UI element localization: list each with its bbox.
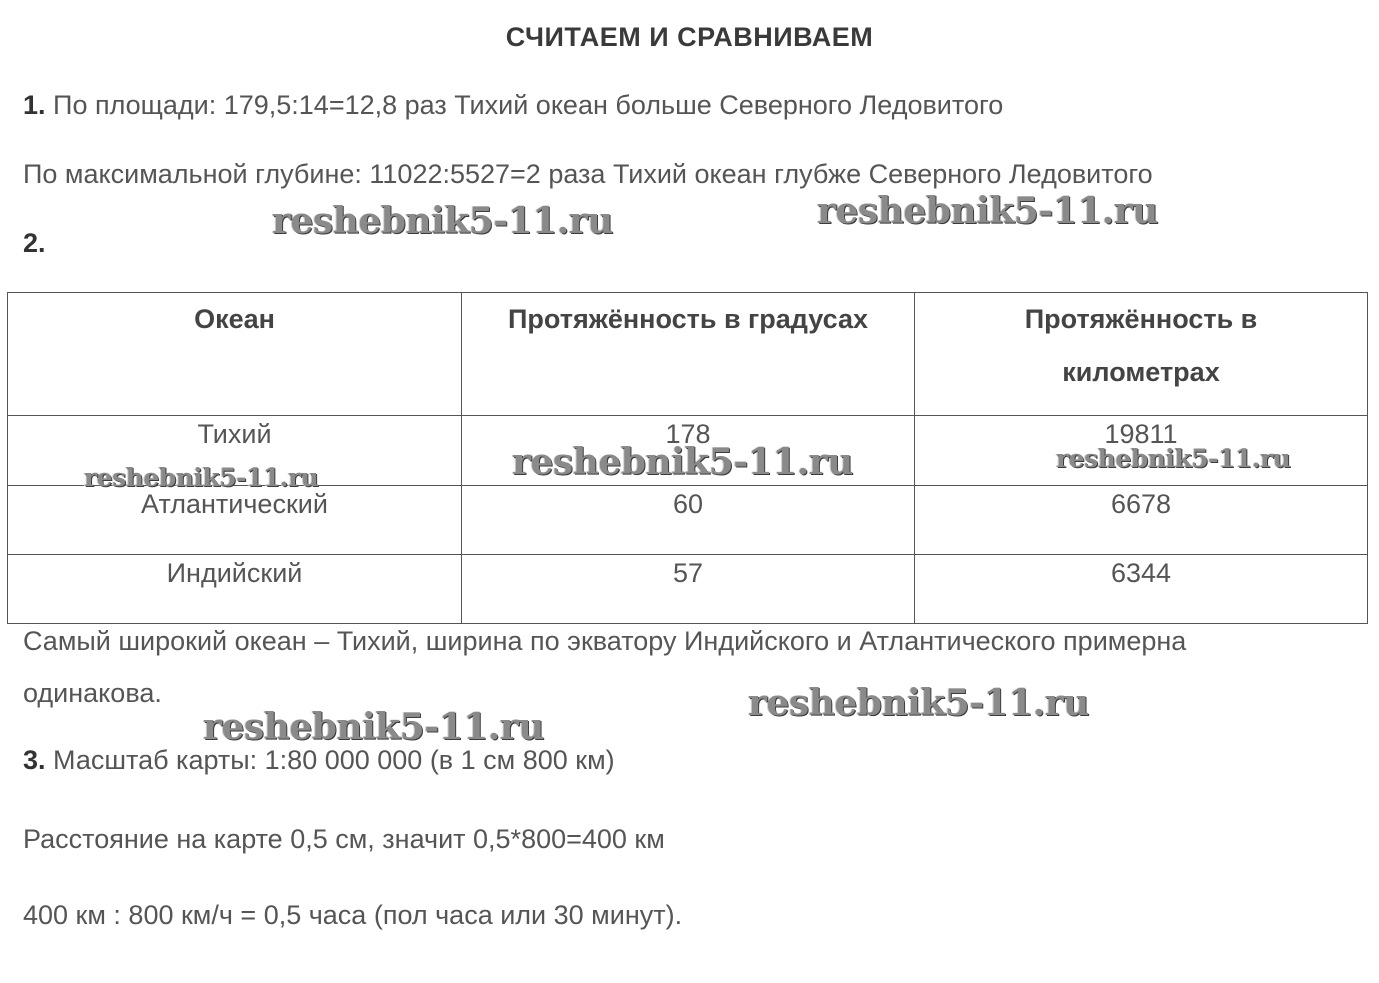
- watermark: reshebnik5-11.ru: [1056, 444, 1291, 473]
- task1-line1: [23, 90, 1003, 121]
- table-cell: Тихий: [8, 416, 462, 486]
- table-header-row: [8, 293, 1368, 416]
- watermark: reshebnik5-11.ru: [272, 200, 613, 242]
- watermark: reshebnik5-11.ru: [817, 190, 1158, 232]
- header-km: [915, 293, 1368, 416]
- task3-number: 3.: [23, 745, 46, 775]
- task2-conclusion-line1: Самый широкий океан – Тихий, ширина по экватору Индийского и Атлантического примерна: [23, 626, 1187, 656]
- header-degrees: Протяжённость в градусах: [462, 293, 915, 416]
- table-cell: 6678: [915, 486, 1368, 555]
- task3-line2: Расстояние на карте 0,5 см, значит 0,5*800=400 км: [23, 824, 665, 854]
- header-ocean: Океан: [8, 293, 462, 416]
- table-cell: Атлантический: [8, 486, 462, 555]
- table-cell: 57: [462, 555, 915, 624]
- table-row: [8, 555, 1368, 624]
- header-km-label: Протяжённость в километрах: [1024, 304, 1258, 387]
- table-cell: 19811: [915, 416, 1368, 486]
- page-title: СЧИТАЕМ И СРАВНИВАЕМ: [505, 22, 874, 52]
- task3-line1: [23, 745, 615, 776]
- table-cell: 6344: [915, 555, 1368, 624]
- task2-conclusion-line2: одинакова.: [23, 678, 162, 708]
- task1-line2: По максимальной глубине: 11022:5527=2 раза Тихий океан глубже Северного Ледовитого: [23, 159, 1153, 189]
- table-cell: 60: [462, 486, 915, 555]
- watermark: reshebnik5-11.ru: [748, 682, 1089, 724]
- watermark: reshebnik5-11.ru: [512, 441, 853, 483]
- task1-text: По площади: 179,5:14=12,8 раз Тихий океан больше Северного Ледовитого: [45, 90, 1004, 120]
- table-cell: 178: [462, 416, 915, 486]
- table-row: [8, 486, 1368, 555]
- watermark: reshebnik5-11.ru: [203, 706, 544, 748]
- task1-number: 1.: [23, 90, 46, 120]
- task3-line3: 400 км : 800 км/ч = 0,5 часа (пол часа или 30 минут).: [23, 900, 683, 930]
- task2-number: [23, 228, 46, 259]
- task2-number-label: 2.: [23, 228, 46, 258]
- watermark: reshebnik5-11.ru: [84, 463, 319, 492]
- task3-text: Масштаб карты: 1:80 000 000 (в 1 см 800 км): [45, 745, 615, 775]
- table-cell: Индийский: [8, 555, 462, 624]
